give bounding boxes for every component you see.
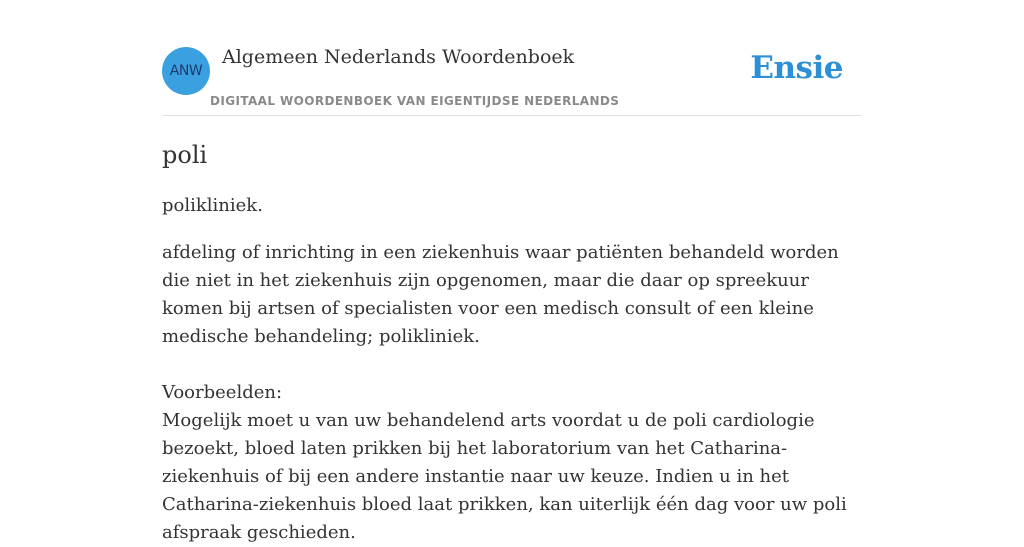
page	[162, 0, 862, 547]
site-header	[162, 0, 862, 116]
site-subtitle: DIGITAAL WOORDENBOEK VAN EIGENTIJDSE NEDERLANDS	[210, 94, 620, 108]
headword: poli	[162, 141, 208, 169]
long-definition: afdeling of inrichting in een ziekenhuis waar patiënten behandeld worden die niet in het ziekenhuis zijn opgenomen, maar die daar op spreekuur komen bij artsen of specialisten voor een medisch consult of een kleine medische behandeling; polikliniek.	[162, 242, 839, 347]
short-definition: polikliniek.	[162, 195, 263, 216]
examples-label: Voorbeelden:	[162, 382, 283, 403]
ensie-brand-link[interactable]: Ensie	[750, 50, 843, 86]
logo-text: ANW	[169, 63, 203, 79]
anw-logo[interactable]	[162, 47, 210, 95]
example-text: Mogelijk moet u van uw behandelend arts voordat u de poli cardiologie bezoekt, bloed laten prikken bij het laboratorium van het Catharina-ziekenhuis of bij een andere instantie naar uw keuze. Indien u in het Catharina-ziekenhuis bloed laat prikken, kan uiterlijk één dag voor uw poli afspraak geschieden.	[162, 410, 847, 543]
site-title[interactable]: Algemeen Nederlands Woordenboek	[222, 46, 575, 68]
